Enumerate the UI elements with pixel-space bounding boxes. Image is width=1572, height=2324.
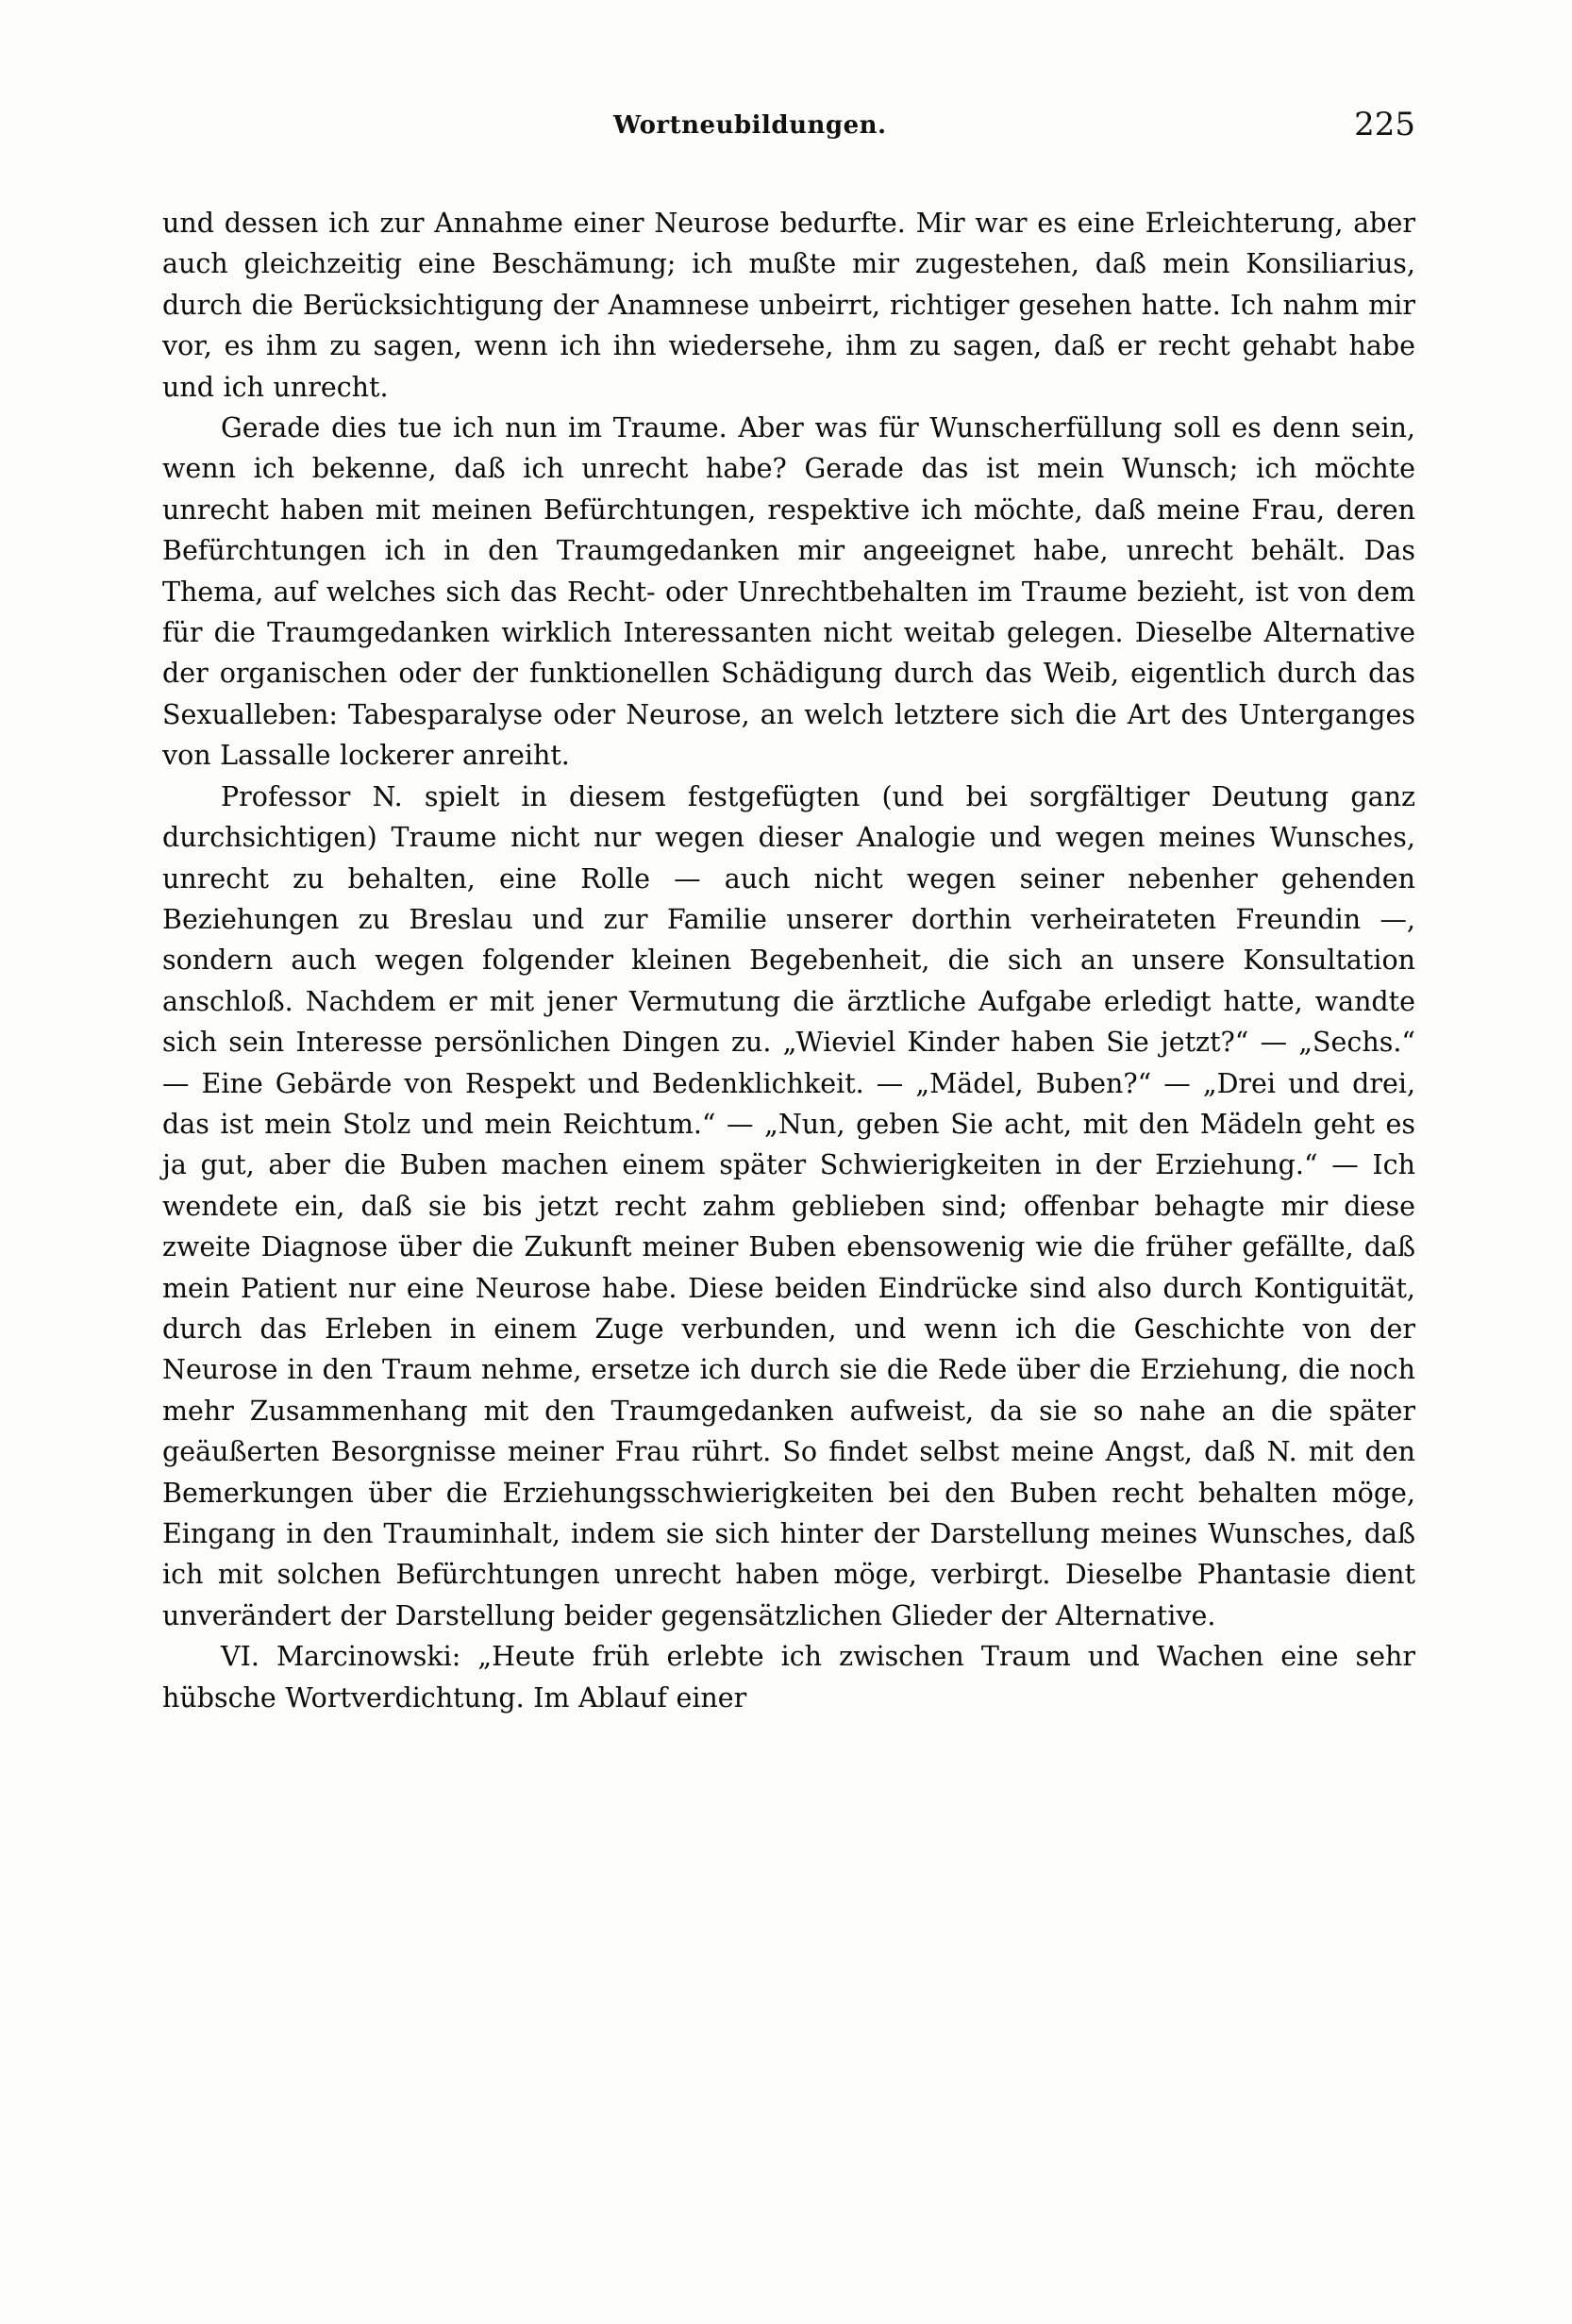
running-title: Wortneubildungen. [613,111,887,140]
paragraph-3: Professor N. spielt in diesem festgefügten (und bei sorgfältiger Deutung ganz durchsichtigen) Traume nicht nur wegen dieser Analogie und wegen meines Wunsches, unrecht zu behalten, eine Rolle — auch nicht wegen seiner nebenher gehenden Beziehungen zu Breslau und zur Familie unserer dorthin verheirateten Freundin —, sondern auch wegen folgender kleinen Begebenheit, die sich an unsere Konsultation anschloß. Nachdem er mit jener Vermutung die ärztliche Aufgabe erledigt hatte, wandte sich sein Interesse persönlichen Dingen zu. „Wieviel Kinder haben Sie jetzt?“ — „Sechs.“ — Eine Gebärde von Respekt und Bedenklichkeit. — „Mädel, Buben?“ — „Drei und drei, das ist mein Stolz und mein Reichtum.“ — „Nun, geben Sie acht, mit den Mädeln geht es ja gut, aber die Buben machen einem später Schwierigkeiten in der Erziehung.“ — Ich wendete ein, daß sie bis jetzt recht zahm geblieben sind; offenbar behagte mir diese zweite Diagnose über die Zukunft meiner Buben ebensowenig wie die früher gefällte, daß mein Patient nur eine Neurose habe. Diese beiden Eindrücke sind also durch Kontiguität, durch das Erleben in einem Zuge verbunden, und wenn ich die Geschichte von der Neurose in den Traum nehme, ersetze ich durch sie die Rede über die Erziehung, die noch mehr Zusammenhang mit den Traumgedanken aufweist, da sie so nahe an die später geäußerten Besorgnisse meiner Frau rührt. So findet selbst meine Angst, daß N. mit den Bemerkungen über die Erziehungsschwierigkeiten bei den Buben recht behalten möge, Eingang in den Trauminhalt, indem sie sich hinter der Darstellung meines Wunsches, daß ich mit solchen Befürchtungen unrecht haben möge, verbirgt. Dieselbe Phantasie dient unverändert der Darstellung beider gegensätzlichen Glieder der Alternative. [162,780,1415,1631]
page-number: 225 [1354,106,1415,143]
paragraph-2: Gerade dies tue ich nun im Traume. Aber was für Wunscherfüllung soll es denn sein, wenn ich bekenne, daß ich unrecht habe? Gerade das ist mein Wunsch; ich möchte unrecht haben mit meinen Befürchtungen, respektive ich möchte, daß meine Frau, deren Befürchtungen ich in den Traumgedanken mir angeeignet habe, unrecht behält. Das Thema, auf welches sich das Recht- oder Unrechtbehalten im Traume bezieht, ist von dem für die Traumgedanken wirklich Interessanten nicht weitab gelegen. Dieselbe Alternative der organischen oder der funktionellen Schädigung durch das Weib, eigentlich durch das Sexualleben: Tabesparalyse oder Neurose, an welch letztere sich die Art des Unterganges von Lassalle lockerer anreiht. [162,412,1415,772]
paragraph-1: und dessen ich zur Annahme einer Neurose bedurfte. Mir war es eine Erleichterung, aber auch gleichzeitig eine Beschämung; ich mußte mir zugestehen, daß mein Konsiliarius, durch die Berücksichtigung der Anamnese unbeirrt, richtiger gesehen hatte. Ich nahm mir vor, es ihm zu sagen, wenn ich ihn wiedersehe, ihm zu sagen, daß er recht gehabt habe und ich unrecht. [162,208,1415,403]
body-text [162,203,1415,1718]
page-header [160,106,1415,157]
paragraph-4: VI. Marcinowski: „Heute früh erlebte ich zwischen Traum und Wachen eine sehr hübsche Wortverdichtung. Im Ablauf einer [162,1641,1415,1714]
